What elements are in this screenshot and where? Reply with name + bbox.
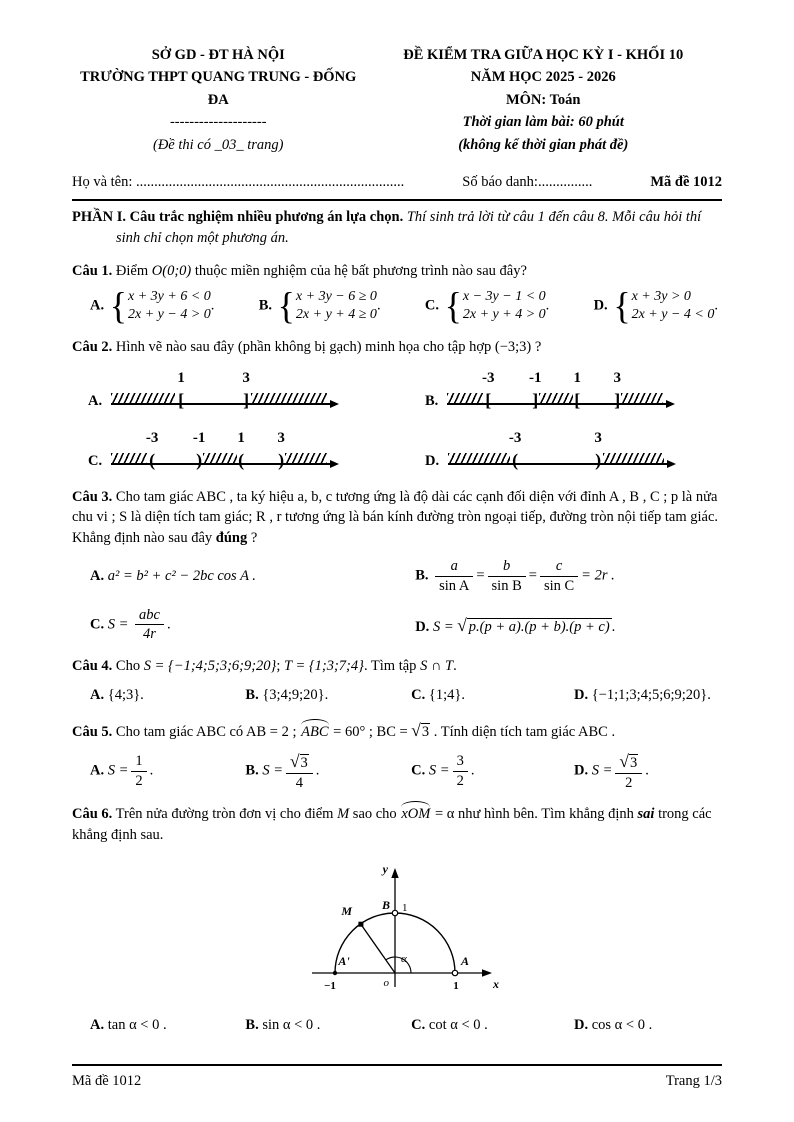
option-letter: C. [411, 762, 426, 779]
question-3 [72, 487, 722, 643]
school-name: TRƯỜNG THPT QUANG TRUNG - ĐỐNG ĐA [80, 69, 357, 108]
equation-line: x − 3y − 1 < 0 [462, 288, 546, 304]
equation-line: 2x + y − 4 < 0 [631, 306, 715, 322]
tick-label: 3 [277, 429, 285, 446]
footer-exam-code: Mã đề 1012 [72, 1073, 142, 1090]
math-inline: S = [428, 762, 450, 779]
period: . [645, 762, 649, 779]
q4-option-b [245, 685, 411, 706]
question-text: = α như hình bên. Tìm khẳng định [431, 806, 638, 823]
question-text: . Tính diện tích tam giác ABC . [430, 724, 616, 741]
q4-option-d [574, 685, 722, 706]
brace-icon: { [613, 284, 631, 327]
option-letter: A. [90, 1017, 105, 1034]
page-footer [72, 1064, 722, 1092]
math-inline: S = [432, 618, 454, 635]
tick-label: 1 [237, 429, 245, 446]
point-B-label: B [381, 898, 390, 913]
q1-options [72, 282, 722, 327]
equals-sign: = [476, 567, 485, 584]
interval-bracket: ] [614, 390, 621, 411]
subject: MÔN: Toán [505, 91, 581, 108]
math-inline: = 2r . [581, 567, 615, 584]
option-letter: D. [573, 762, 589, 779]
equation-line: 2x + y − 4 > 0 [128, 306, 211, 322]
tick-label: -3 [482, 369, 495, 386]
question-number: Câu 3. [72, 488, 113, 505]
square-root: √ p.(p + a).(p + b).(p + c) [457, 614, 610, 635]
y-axis-arrow-icon [391, 868, 398, 878]
q5-option-c [411, 753, 574, 789]
question-6 [72, 804, 722, 1036]
q1-option-a [90, 284, 215, 327]
interval-bracket: [ [574, 390, 581, 411]
q3-option-a [90, 566, 415, 587]
pages-note: (Đề thi có _03_ trang) [153, 136, 284, 153]
equation-line: x + 3y − 6 ≥ 0 [295, 288, 377, 304]
option-letter: C. [411, 686, 426, 703]
q6-option-b [245, 1015, 411, 1036]
option-letter: C. [411, 1017, 426, 1034]
point-A-label: A [461, 954, 470, 969]
header-left-block [72, 44, 365, 156]
radical-icon: √ [411, 720, 421, 741]
equation-system [443, 284, 546, 327]
question-text: Cho tam giác ABC , ta ký hiệu a, b, c tương ứng là độ dài các cạnh đối diện với đỉnh A , B , C ; p là nửa chu vi ; S là diện tích tam giác; R , r tương ứng là bán kính đường tròn ngoại tiếp, đường tròn nội tiếp tam giác. Khẳng định nào sau đây [72, 488, 719, 546]
point-A-marker [452, 971, 457, 976]
option-letter: A. [90, 568, 105, 585]
question-text: ; [276, 658, 285, 675]
point-M-label: M [341, 904, 352, 919]
q1-option-b [258, 284, 381, 327]
part1-subtitle: Thí sinh trả lời từ câu 1 đến câu 8. Mỗi câu hỏi thí sinh chỉ chọn một phương án. [116, 208, 702, 246]
period: . [453, 658, 457, 675]
option-letter: B. [245, 686, 259, 703]
period: . [545, 297, 550, 314]
fraction: $\frac{√3}{2}$ [615, 751, 642, 791]
option-letter: D. [593, 297, 608, 314]
math-inline: M [337, 806, 350, 823]
fraction: $\frac{3}{2}$ [453, 753, 468, 789]
q2-figures [72, 358, 722, 474]
arrowhead-icon [330, 400, 339, 408]
one-right-label: 1 [453, 980, 459, 993]
name-field-label: Họ và tên: .......................................................................... [72, 174, 405, 191]
equation-line: 2x + y + 4 > 0 [462, 306, 546, 322]
question-text: trong các khẳng định sau. [72, 806, 712, 843]
q2-figure-a [88, 368, 385, 414]
duration-note: (không kể thời gian phát đề) [458, 136, 629, 153]
math-inline: S = [107, 762, 129, 779]
period: . [166, 616, 171, 633]
interval-bracket: ) [595, 450, 602, 471]
option-letter: D. [573, 1017, 589, 1034]
option-letter: A. [90, 762, 105, 779]
fraction: $\frac{\text{abc}}{4r}$ [135, 607, 164, 643]
part1-title: PHẦN I. Câu trắc nghiệm nhiều phương án lựa chọn. [72, 208, 407, 225]
tick-label: 3 [613, 369, 622, 386]
option-letter: B. [425, 393, 439, 410]
radius-OM [361, 924, 395, 973]
emphasis-word: đúng [215, 529, 248, 546]
q6-option-c [411, 1015, 574, 1036]
q5-option-a [90, 753, 245, 789]
question-number: Câu 2. [72, 339, 113, 356]
hatch-region [203, 453, 237, 464]
period: . [714, 297, 718, 314]
question-text: . Tìm tập [363, 658, 421, 675]
interval-bracket: [ [178, 390, 185, 411]
x-axis-label: x [493, 977, 499, 992]
hatch-region [111, 453, 147, 464]
radical-icon: √ [457, 614, 467, 635]
option-letter: B. [245, 1017, 259, 1034]
option-letter: A. [90, 297, 105, 314]
arrowhead-icon [330, 460, 339, 468]
interval-bracket: ( [512, 450, 519, 471]
exam-code-badge: Mã đề 1012 [650, 174, 722, 191]
tick-label: 3 [242, 369, 250, 386]
one-top-label: 1 [402, 902, 408, 915]
origin-label: o [383, 977, 389, 990]
math-inline: S = [262, 762, 283, 779]
point-A-prime-marker [333, 971, 337, 975]
q3-options [72, 558, 722, 643]
q5-option-d [574, 751, 722, 791]
equation-system [276, 284, 377, 327]
point-A-prime-label: A' [338, 954, 350, 969]
duration: Thời gian làm bài: 60 phút [462, 114, 624, 131]
header [72, 44, 722, 156]
math-inline: sin α < 0 . [262, 1017, 321, 1034]
header-right-block [365, 44, 723, 156]
q4-options [72, 685, 722, 706]
radical-icon: √ [290, 750, 300, 771]
point-M-marker [358, 922, 363, 927]
angle-hat: xOM [400, 804, 431, 825]
period: . [210, 297, 215, 314]
question-text: ? [247, 529, 258, 546]
question-text: = 60° ; BC = [329, 724, 412, 741]
part1-heading [72, 207, 722, 248]
tick-label: 3 [594, 429, 602, 446]
number-line-figure [111, 368, 339, 414]
option-letter: A. [90, 686, 105, 703]
tick-label: 1 [573, 369, 582, 386]
option-letter: C. [90, 616, 105, 633]
number-line-figure [111, 428, 339, 474]
q6-unit-circle-figure [280, 855, 514, 1007]
alpha-label: α [401, 953, 407, 966]
divider-dashes: -------------------- [169, 114, 267, 131]
interval-bracket: ( [238, 450, 245, 471]
arrowhead-icon [666, 400, 675, 408]
x-axis-arrow-icon [482, 970, 492, 977]
option-letter: C. [424, 297, 439, 314]
q6-options [72, 1015, 722, 1036]
option-letter: B. [245, 762, 259, 779]
fraction: $\frac{c}{\text{sin C}}$ [540, 558, 578, 594]
period: . [376, 297, 381, 314]
interval-bracket: ( [149, 450, 156, 471]
exam-title: ĐỀ KIỂM TRA GIỮA HỌC KỲ I - KHỐI 10 [403, 47, 684, 63]
question-text: ? [531, 339, 542, 356]
math-inline: O(0;0) [151, 263, 192, 280]
q5-option-b [245, 751, 411, 791]
hatch-region [603, 453, 664, 464]
radical-icon: √ [619, 750, 629, 771]
question-text: Điểm [112, 263, 152, 280]
tick-label: -3 [508, 429, 522, 446]
hatch-region [539, 393, 573, 404]
q2-figure-d [425, 428, 722, 474]
q2-figure-c [88, 428, 385, 474]
option-letter: D. [415, 618, 430, 635]
question-number: Câu 1. [72, 263, 113, 280]
brace-icon: { [109, 284, 128, 327]
fraction: $\frac{1}{2}$ [131, 753, 146, 789]
tick-label: 1 [177, 369, 185, 386]
q1-option-d [593, 284, 718, 327]
equation-system [108, 284, 211, 327]
department-name: SỞ GD - ĐT HÀ NỘI [151, 47, 285, 63]
q5-options [72, 751, 722, 791]
equation-line: x + 3y + 6 < 0 [128, 288, 211, 304]
footer-page-number: Trang 1/3 [665, 1073, 722, 1090]
question-number: Câu 6. [72, 806, 113, 823]
tick-label: -1 [529, 369, 542, 386]
question-number: Câu 5. [72, 724, 113, 741]
question-text: thuộc miền nghiệm của hệ bất phương trình nào sau đây? [191, 263, 527, 280]
q3-option-b [415, 558, 722, 594]
school-year: NĂM HỌC 2025 - 2026 [470, 69, 616, 86]
number-line-figure [448, 428, 676, 474]
math-inline: cot α < 0 . [428, 1017, 488, 1034]
q4-option-a [90, 685, 245, 706]
option-letter: D. [573, 686, 589, 703]
math-inline: T = {1;3;7;4} [284, 658, 364, 675]
option-letter: B. [415, 567, 429, 584]
question-5 [72, 718, 722, 791]
point-B-marker [392, 911, 397, 916]
math-inline: {4;3}. [107, 686, 144, 703]
q6-option-a [90, 1015, 245, 1036]
math-inline: {−1;1;3;4;5;6;9;20}. [591, 686, 711, 703]
equation-system [611, 284, 715, 327]
period: . [315, 762, 320, 779]
period: . [149, 762, 154, 779]
q3-option-d [415, 613, 722, 638]
square-root: √3 [411, 720, 430, 741]
option-letter: A. [88, 393, 103, 410]
option-letter: C. [88, 453, 103, 470]
option-letter: D. [425, 453, 440, 470]
brace-icon: { [444, 284, 462, 327]
minus-one-label: −1 [324, 980, 336, 993]
hatch-region [621, 393, 663, 404]
equation-line: x + 3y > 0 [631, 288, 691, 304]
tick-label: -3 [145, 429, 159, 446]
question-text: Trên nửa đường tròn đơn vị cho điểm [112, 806, 338, 823]
question-number: Câu 4. [72, 658, 113, 675]
math-inline: S = [107, 616, 129, 633]
period: . [470, 762, 475, 779]
question-4 [72, 656, 722, 705]
q4-option-c [411, 685, 574, 706]
number-line-figure [447, 368, 675, 414]
interval-bracket: ) [196, 450, 203, 471]
math-inline: {3;4;9;20}. [262, 686, 329, 703]
candidate-row [72, 172, 722, 201]
y-axis-label: y [382, 862, 388, 877]
math-inline: (−3;3) [494, 339, 532, 356]
math-inline: tan α < 0 . [107, 1017, 167, 1034]
hatch-region [285, 453, 327, 464]
option-letter: B. [258, 297, 273, 314]
math-inline: a² = b² + c² − 2bc cos A . [107, 568, 256, 585]
math-inline: S = [591, 762, 613, 779]
interval-bracket: ) [278, 450, 285, 471]
math-inline: S = {−1;4;5;3;6;9;20} [143, 658, 277, 675]
fraction: $\frac{a}{\text{sin A}}$ [435, 558, 473, 594]
candidate-number-label: Số báo danh:............... [462, 174, 593, 191]
hatch-region [251, 393, 327, 404]
math-inline: {1;4}. [428, 686, 465, 703]
interval-bracket: ] [532, 390, 539, 411]
q1-option-c [424, 284, 550, 327]
question-1 [72, 261, 722, 327]
tick-label: -1 [192, 429, 206, 446]
q3-option-c [90, 607, 415, 643]
math-inline: cos α < 0 . [591, 1017, 653, 1034]
question-text: Cho tam giác ABC có AB = 2 ; [112, 724, 301, 741]
equation-line: 2x + y + 4 ≥ 0 [295, 306, 377, 322]
question-text: Hình vẽ nào sau đây (phần không bị gạch) minh họa cho tập hợp [112, 339, 495, 356]
hatch-region [447, 393, 483, 404]
question-text: Cho [112, 658, 144, 675]
question-2 [72, 337, 722, 474]
hatch-region [111, 393, 175, 404]
brace-icon: { [277, 284, 295, 327]
interval-bracket: [ [485, 390, 492, 411]
interval-bracket: ] [243, 390, 250, 411]
question-text: sao cho [349, 806, 401, 823]
arrowhead-icon [667, 460, 676, 468]
angle-hat: ABC [300, 722, 329, 743]
emphasis-word: sai [637, 806, 655, 823]
fraction: $\frac{√3}{4}$ [286, 751, 313, 791]
q2-figure-b [425, 368, 722, 414]
equals-sign: = [528, 567, 537, 584]
q6-option-d [574, 1015, 722, 1036]
period: . [611, 618, 616, 635]
fraction: $\frac{b}{\text{sin B}}$ [488, 558, 526, 594]
math-inline: S ∩ T [420, 658, 454, 675]
hatch-region [448, 453, 510, 464]
